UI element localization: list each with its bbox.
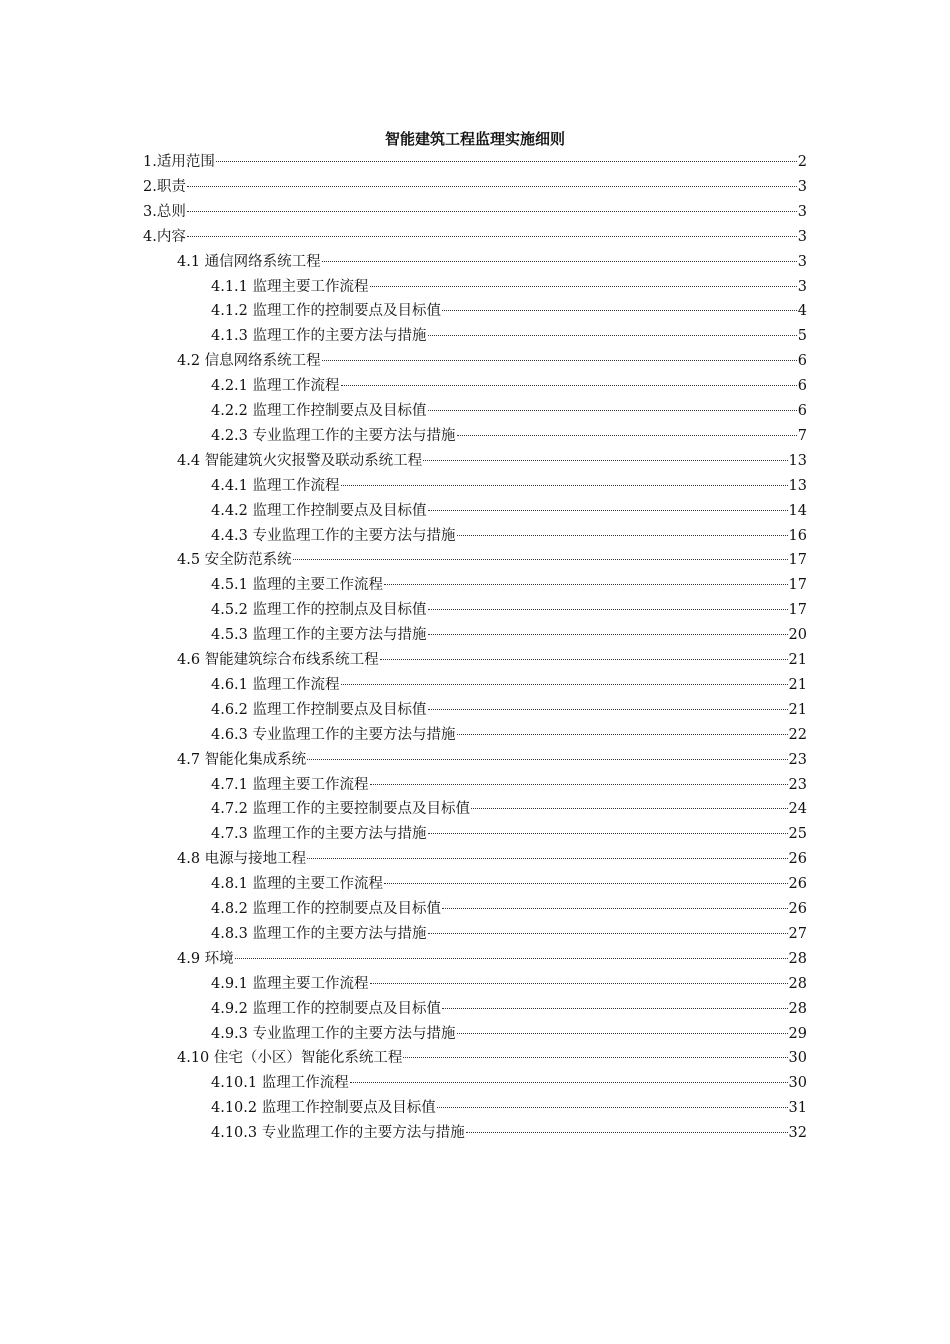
toc-entry[interactable] (211, 723, 807, 748)
toc-entry-label: 4.2 信息网络系统工程 (177, 353, 321, 370)
toc-dot-leader (423, 460, 787, 461)
toc-entry-page-number: 14 (788, 502, 807, 519)
toc-entry-page-number: 24 (788, 801, 807, 818)
toc-entry-page-number: 3 (797, 278, 807, 295)
toc-dot-leader (370, 983, 788, 984)
toc-dot-leader (428, 709, 788, 710)
toc-entry-label: 4.1.1 监理主要工作流程 (211, 278, 369, 295)
toc-entry-page-number: 17 (788, 577, 807, 594)
toc-dot-leader (442, 1008, 788, 1009)
toc-dot-leader (341, 385, 797, 386)
toc-entry-label: 4.10 住宅（小区）智能化系统工程 (177, 1050, 403, 1067)
toc-entry-page-number: 17 (788, 552, 807, 569)
toc-entry-label: 4.5.3 监理工作的主要方法与措施 (211, 627, 427, 644)
toc-entry-label: 4.5.2 监理工作的控制点及目标值 (211, 602, 427, 619)
toc-dot-leader (341, 485, 788, 486)
toc-dot-leader (307, 858, 787, 859)
toc-dot-leader (442, 310, 797, 311)
toc-entry-label: 4.1.2 监理工作的控制要点及目标值 (211, 303, 442, 320)
toc-entry-page-number: 26 (788, 851, 807, 868)
toc-entry-label: 4.4 智能建筑火灾报警及联动系统工程 (177, 452, 423, 469)
toc-entry[interactable] (177, 847, 807, 872)
toc-entry-page-number: 7 (797, 427, 807, 444)
toc-dot-leader (428, 933, 788, 934)
toc-entry[interactable] (211, 773, 807, 798)
toc-entry[interactable] (211, 673, 807, 698)
toc-entry-page-number: 4 (797, 303, 807, 320)
toc-entry[interactable] (211, 275, 807, 300)
toc-entry-label: 3.总则 (143, 203, 186, 220)
document-title: 智能建筑工程监理实施细则 (384, 130, 565, 148)
toc-entry[interactable] (211, 474, 807, 499)
toc-entry[interactable] (211, 399, 807, 424)
toc-entry[interactable] (211, 922, 807, 947)
toc-entry[interactable] (211, 797, 807, 822)
toc-dot-leader (428, 634, 788, 635)
toc-entry-page-number: 6 (797, 403, 807, 419)
toc-entry-label: 4.2.2 监理工作控制要点及目标值 (211, 403, 427, 419)
toc-entry-page-number: 26 (788, 901, 807, 917)
toc-entry-page-number: 28 (788, 975, 807, 992)
toc-entry[interactable] (211, 573, 807, 598)
toc-dot-leader (370, 784, 788, 785)
toc-entry-page-number: 26 (788, 876, 807, 893)
toc-entry-page-number: 5 (797, 328, 807, 345)
toc-entry[interactable] (211, 1022, 807, 1047)
toc-entry-label: 4.7.2 监理工作的主要控制要点及目标值 (211, 801, 471, 818)
toc-entry[interactable] (211, 598, 807, 623)
toc-entry-page-number: 27 (788, 925, 807, 942)
toc-entry[interactable] (211, 822, 807, 847)
toc-dot-leader (322, 360, 797, 361)
toc-entry-label: 4.4.2 监理工作控制要点及目标值 (211, 502, 427, 519)
toc-entry[interactable] (211, 897, 807, 922)
toc-entry-page-number: 3 (797, 203, 807, 220)
toc-entry-label: 4.6 智能建筑综合布线系统工程 (177, 652, 379, 668)
toc-dot-leader (293, 559, 788, 560)
toc-dot-leader (307, 759, 787, 760)
toc-entry-label: 4.6.3 专业监理工作的主要方法与措施 (211, 726, 456, 743)
toc-entry-page-number: 2 (797, 154, 807, 170)
toc-entry-label: 4.9.2 监理工作的控制要点及目标值 (211, 1000, 442, 1017)
toc-entry-label: 4.1.3 监理工作的主要方法与措施 (211, 328, 427, 345)
toc-dot-leader (403, 1057, 787, 1058)
toc-entry-page-number: 32 (788, 1125, 807, 1142)
toc-entry-label: 2.职责 (143, 178, 186, 195)
toc-dot-leader (187, 211, 797, 212)
toc-entry-label: 4.1 通信网络系统工程 (177, 253, 321, 270)
toc-entry-label: 4.8.3 监理工作的主要方法与措施 (211, 925, 427, 942)
toc-entry[interactable] (211, 524, 807, 549)
toc-entry-page-number: 29 (788, 1025, 807, 1042)
toc-entry-page-number: 22 (788, 726, 807, 743)
toc-entry[interactable] (211, 1121, 807, 1146)
toc-dot-leader (216, 161, 797, 162)
toc-entry[interactable] (177, 548, 807, 573)
toc-entry-label: 4.5 安全防范系统 (177, 552, 292, 569)
toc-dot-leader (457, 535, 788, 536)
toc-dot-leader (384, 584, 788, 585)
toc-entry[interactable] (211, 324, 807, 349)
toc-entry-label: 4.4.3 专业监理工作的主要方法与措施 (211, 527, 456, 544)
toc-entry-page-number: 13 (788, 477, 807, 494)
toc-entry[interactable] (177, 449, 807, 474)
toc-dot-leader (466, 1132, 788, 1133)
toc-dot-leader (428, 410, 797, 411)
toc-entry[interactable] (177, 1046, 807, 1071)
toc-entry[interactable] (211, 424, 807, 449)
toc-dot-leader (235, 958, 788, 959)
toc-entry-page-number: 17 (788, 602, 807, 619)
toc-dot-leader (471, 808, 788, 809)
toc-entry[interactable] (143, 150, 807, 175)
toc-dot-leader (187, 186, 797, 187)
toc-entry[interactable] (177, 748, 807, 773)
toc-entry-page-number: 31 (788, 1100, 807, 1117)
toc-entry[interactable] (211, 623, 807, 648)
toc-entry-page-number: 30 (788, 1075, 807, 1092)
toc-entry-page-number: 23 (788, 751, 807, 768)
toc-entry-label: 4.9 环境 (177, 950, 234, 967)
toc-entry-label: 4.7 智能化集成系统 (177, 751, 307, 768)
toc-entry-page-number: 20 (788, 627, 807, 644)
toc-dot-leader (457, 734, 788, 735)
toc-entry[interactable] (177, 648, 807, 673)
toc-dot-leader (341, 684, 788, 685)
toc-dot-leader (442, 908, 788, 909)
toc-entry-label: 4.6.1 监理工作流程 (211, 676, 340, 693)
toc-entry-label: 4.6.2 监理工作控制要点及目标值 (211, 701, 427, 718)
toc-entry-label: 4.7.3 监理工作的主要方法与措施 (211, 826, 427, 843)
toc-dot-leader (322, 261, 797, 262)
toc-entry-label: 4.9.3 专业监理工作的主要方法与措施 (211, 1025, 456, 1042)
toc-entry-page-number: 30 (788, 1050, 807, 1067)
toc-entry[interactable] (211, 1096, 807, 1121)
toc-entry[interactable] (211, 698, 807, 723)
toc-entry-page-number: 23 (788, 776, 807, 793)
toc-entry[interactable] (211, 972, 807, 997)
toc-entry-page-number: 3 (797, 228, 807, 245)
toc-dot-leader (428, 510, 788, 511)
toc-entry[interactable] (177, 349, 807, 374)
toc-entry-page-number: 21 (788, 676, 807, 693)
toc-entry-label: 4.10.1 监理工作流程 (211, 1075, 349, 1092)
toc-dot-leader (457, 1033, 788, 1034)
toc-entry-label: 4.8.2 监理工作的控制要点及目标值 (211, 901, 442, 917)
toc-entry-label: 4.7.1 监理主要工作流程 (211, 776, 369, 793)
toc-entry-page-number: 3 (797, 253, 807, 270)
toc-entry-label: 4.10.3 专业监理工作的主要方法与措施 (211, 1125, 465, 1142)
toc-entry[interactable] (211, 299, 807, 324)
toc-entry-page-number: 13 (788, 452, 807, 469)
toc-entry[interactable] (143, 225, 807, 250)
toc-dot-leader (428, 609, 788, 610)
toc-entry-page-number: 28 (788, 1000, 807, 1017)
toc-entry[interactable] (211, 499, 807, 524)
toc-entry-label: 4.4.1 监理工作流程 (211, 477, 340, 494)
toc-dot-leader (428, 335, 797, 336)
toc-entry-label: 4.9.1 监理主要工作流程 (211, 975, 369, 992)
toc-dot-leader (437, 1107, 788, 1108)
toc-dot-leader (350, 1082, 788, 1083)
toc-entry-page-number: 21 (788, 652, 807, 668)
toc-dot-leader (370, 286, 797, 287)
toc-entry-label: 4.10.2 监理工作控制要点及目标值 (211, 1100, 436, 1117)
toc-entry-page-number: 28 (788, 950, 807, 967)
toc-dot-leader (384, 883, 788, 884)
toc-entry-page-number: 21 (788, 701, 807, 718)
toc-entry-label: 4.2.1 监理工作流程 (211, 378, 340, 395)
toc-entry-label: 4.8 电源与接地工程 (177, 851, 307, 868)
toc-dot-leader (457, 435, 797, 436)
toc-entry[interactable] (211, 997, 807, 1022)
toc-entry-label: 4.2.3 专业监理工作的主要方法与措施 (211, 427, 456, 444)
toc-entry-label: 4.8.1 监理的主要工作流程 (211, 876, 384, 893)
toc-entry[interactable] (143, 200, 807, 225)
toc-entry-page-number: 25 (788, 826, 807, 843)
toc-entry-page-number: 6 (797, 353, 807, 370)
toc-dot-leader (380, 659, 788, 660)
toc-entry-label: 4.内容 (143, 228, 186, 245)
toc-entry[interactable] (143, 175, 807, 200)
toc-entry[interactable] (211, 374, 807, 399)
toc-dot-leader (187, 236, 797, 237)
toc-entry-page-number: 16 (788, 527, 807, 544)
toc-entry-page-number: 3 (797, 178, 807, 195)
toc-entry-label: 4.5.1 监理的主要工作流程 (211, 577, 384, 594)
toc-entry[interactable] (211, 872, 807, 897)
toc-entry-label: 1.适用范围 (143, 154, 215, 170)
toc-entry[interactable] (211, 1071, 807, 1096)
toc-entry-page-number: 6 (797, 378, 807, 395)
toc-dot-leader (428, 833, 788, 834)
toc-entry[interactable] (177, 250, 807, 275)
toc-entry[interactable] (177, 947, 807, 972)
